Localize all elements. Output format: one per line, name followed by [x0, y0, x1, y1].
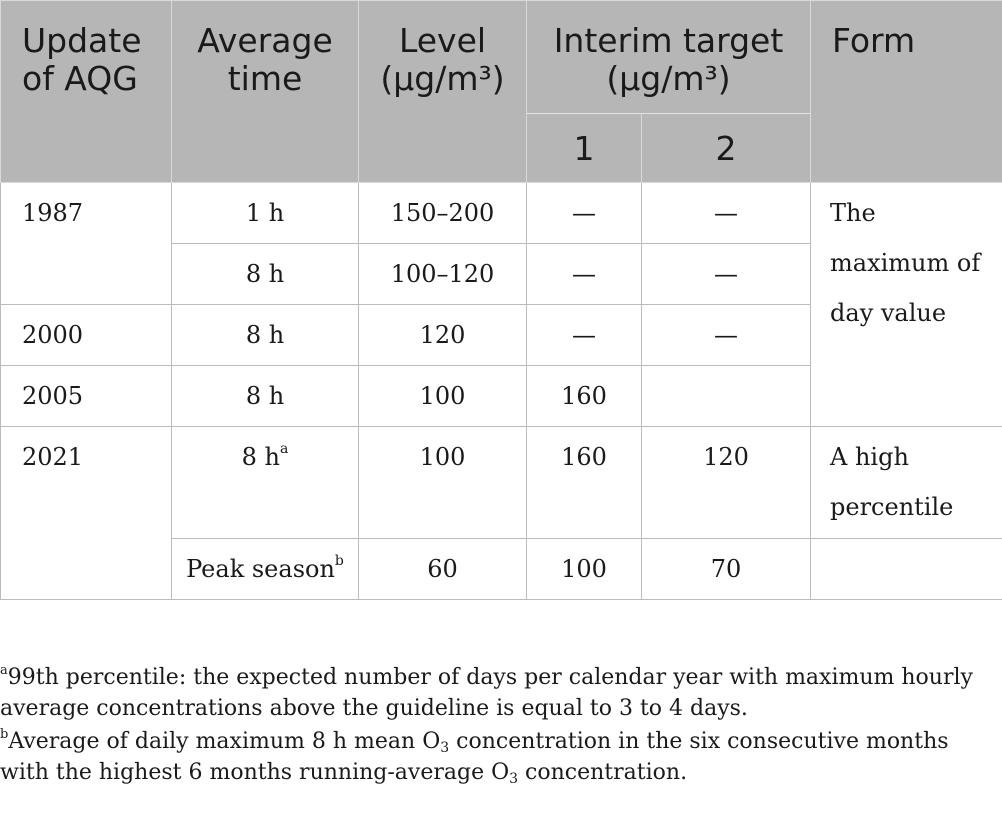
header-interim-line2: (μg/m³)	[606, 59, 731, 98]
cell-interim-2: 70	[642, 539, 811, 600]
footnote-b	[0, 726, 1002, 788]
cell-level: 150–200	[359, 183, 527, 244]
cell-year: 2021	[1, 427, 172, 600]
form2-line1: A high	[830, 443, 909, 471]
footnote-b-sub-2: 3	[509, 771, 519, 787]
cell-time: 8 h	[172, 305, 359, 366]
cell-time-text: Peak season	[186, 555, 335, 583]
cell-time: 8 h	[172, 244, 359, 305]
header-interim-1: 1	[527, 114, 642, 183]
header-update-of-aqg	[1, 1, 172, 183]
cell-time	[172, 539, 359, 600]
cell-interim-2: —	[642, 244, 811, 305]
cell-time-text: 8 h	[241, 443, 280, 471]
header-interim-line1: Interim target	[553, 21, 784, 60]
footnote-b-text-1: Average of daily maximum 8 h mean O	[8, 729, 441, 754]
table-row	[1, 427, 1002, 539]
cell-form-high-percentile	[811, 427, 1002, 539]
footnote-b-sub-1: 3	[440, 740, 450, 756]
footnote-a	[0, 662, 1002, 724]
footnote-a-mark: a	[0, 662, 8, 678]
cell-level: 100–120	[359, 244, 527, 305]
cell-level: 60	[359, 539, 527, 600]
cell-interim-1: —	[527, 183, 642, 244]
cell-form-empty	[811, 539, 1002, 600]
cell-interim-1: 160	[527, 366, 642, 427]
form1-line3: day value	[830, 299, 947, 327]
cell-interim-1: —	[527, 305, 642, 366]
header-level	[359, 1, 527, 183]
form1-line2: maximum of	[830, 249, 981, 277]
header-interim-target	[527, 1, 811, 114]
footnote-b-text-2: concentration in the six consecutive months with the highest 6 months running-average O	[0, 729, 949, 785]
cell-interim-2: —	[642, 305, 811, 366]
cell-interim-1: —	[527, 244, 642, 305]
header-interim-2: 2	[642, 114, 811, 183]
footnote-b-text-3: concentration.	[518, 760, 688, 785]
form2-line2: percentile	[830, 493, 954, 521]
footnote-b-mark: b	[0, 726, 9, 742]
footnotes	[0, 662, 1002, 790]
cell-interim-1: 100	[527, 539, 642, 600]
header-level-line2: (μg/m³)	[380, 59, 505, 98]
header-avg-line1: Average	[197, 21, 333, 60]
footnote-a-text: 99th percentile: the expected number of days per calendar year with maximum hourly average concentrations above the guideline is equal to 3 to 4 days.	[0, 665, 973, 721]
cell-form-max-day	[811, 183, 1002, 427]
table-row	[1, 183, 1002, 244]
footnote-ref-b: b	[334, 553, 344, 569]
cell-interim-2: 120	[642, 427, 811, 539]
cell-time: 1 h	[172, 183, 359, 244]
header-average-time	[172, 1, 359, 183]
footnote-ref-a: a	[280, 441, 289, 457]
cell-year: 1987	[1, 183, 172, 305]
header-update-line1: Update	[22, 21, 142, 60]
header-form-label: Form	[832, 21, 916, 60]
form1-line1: The	[830, 199, 876, 227]
cell-level: 100	[359, 366, 527, 427]
header-form	[811, 1, 1002, 183]
cell-level: 100	[359, 427, 527, 539]
cell-time	[172, 427, 359, 539]
header-row	[1, 1, 1002, 114]
cell-time: 8 h	[172, 366, 359, 427]
cell-interim-1: 160	[527, 427, 642, 539]
cell-year: 2005	[1, 366, 172, 427]
header-update-line2: of AQG	[22, 59, 138, 98]
header-level-line1: Level	[398, 21, 487, 60]
cell-interim-2	[642, 366, 811, 427]
cell-level: 120	[359, 305, 527, 366]
header-avg-line2: time	[227, 59, 303, 98]
cell-year: 2000	[1, 305, 172, 366]
cell-interim-2: —	[642, 183, 811, 244]
